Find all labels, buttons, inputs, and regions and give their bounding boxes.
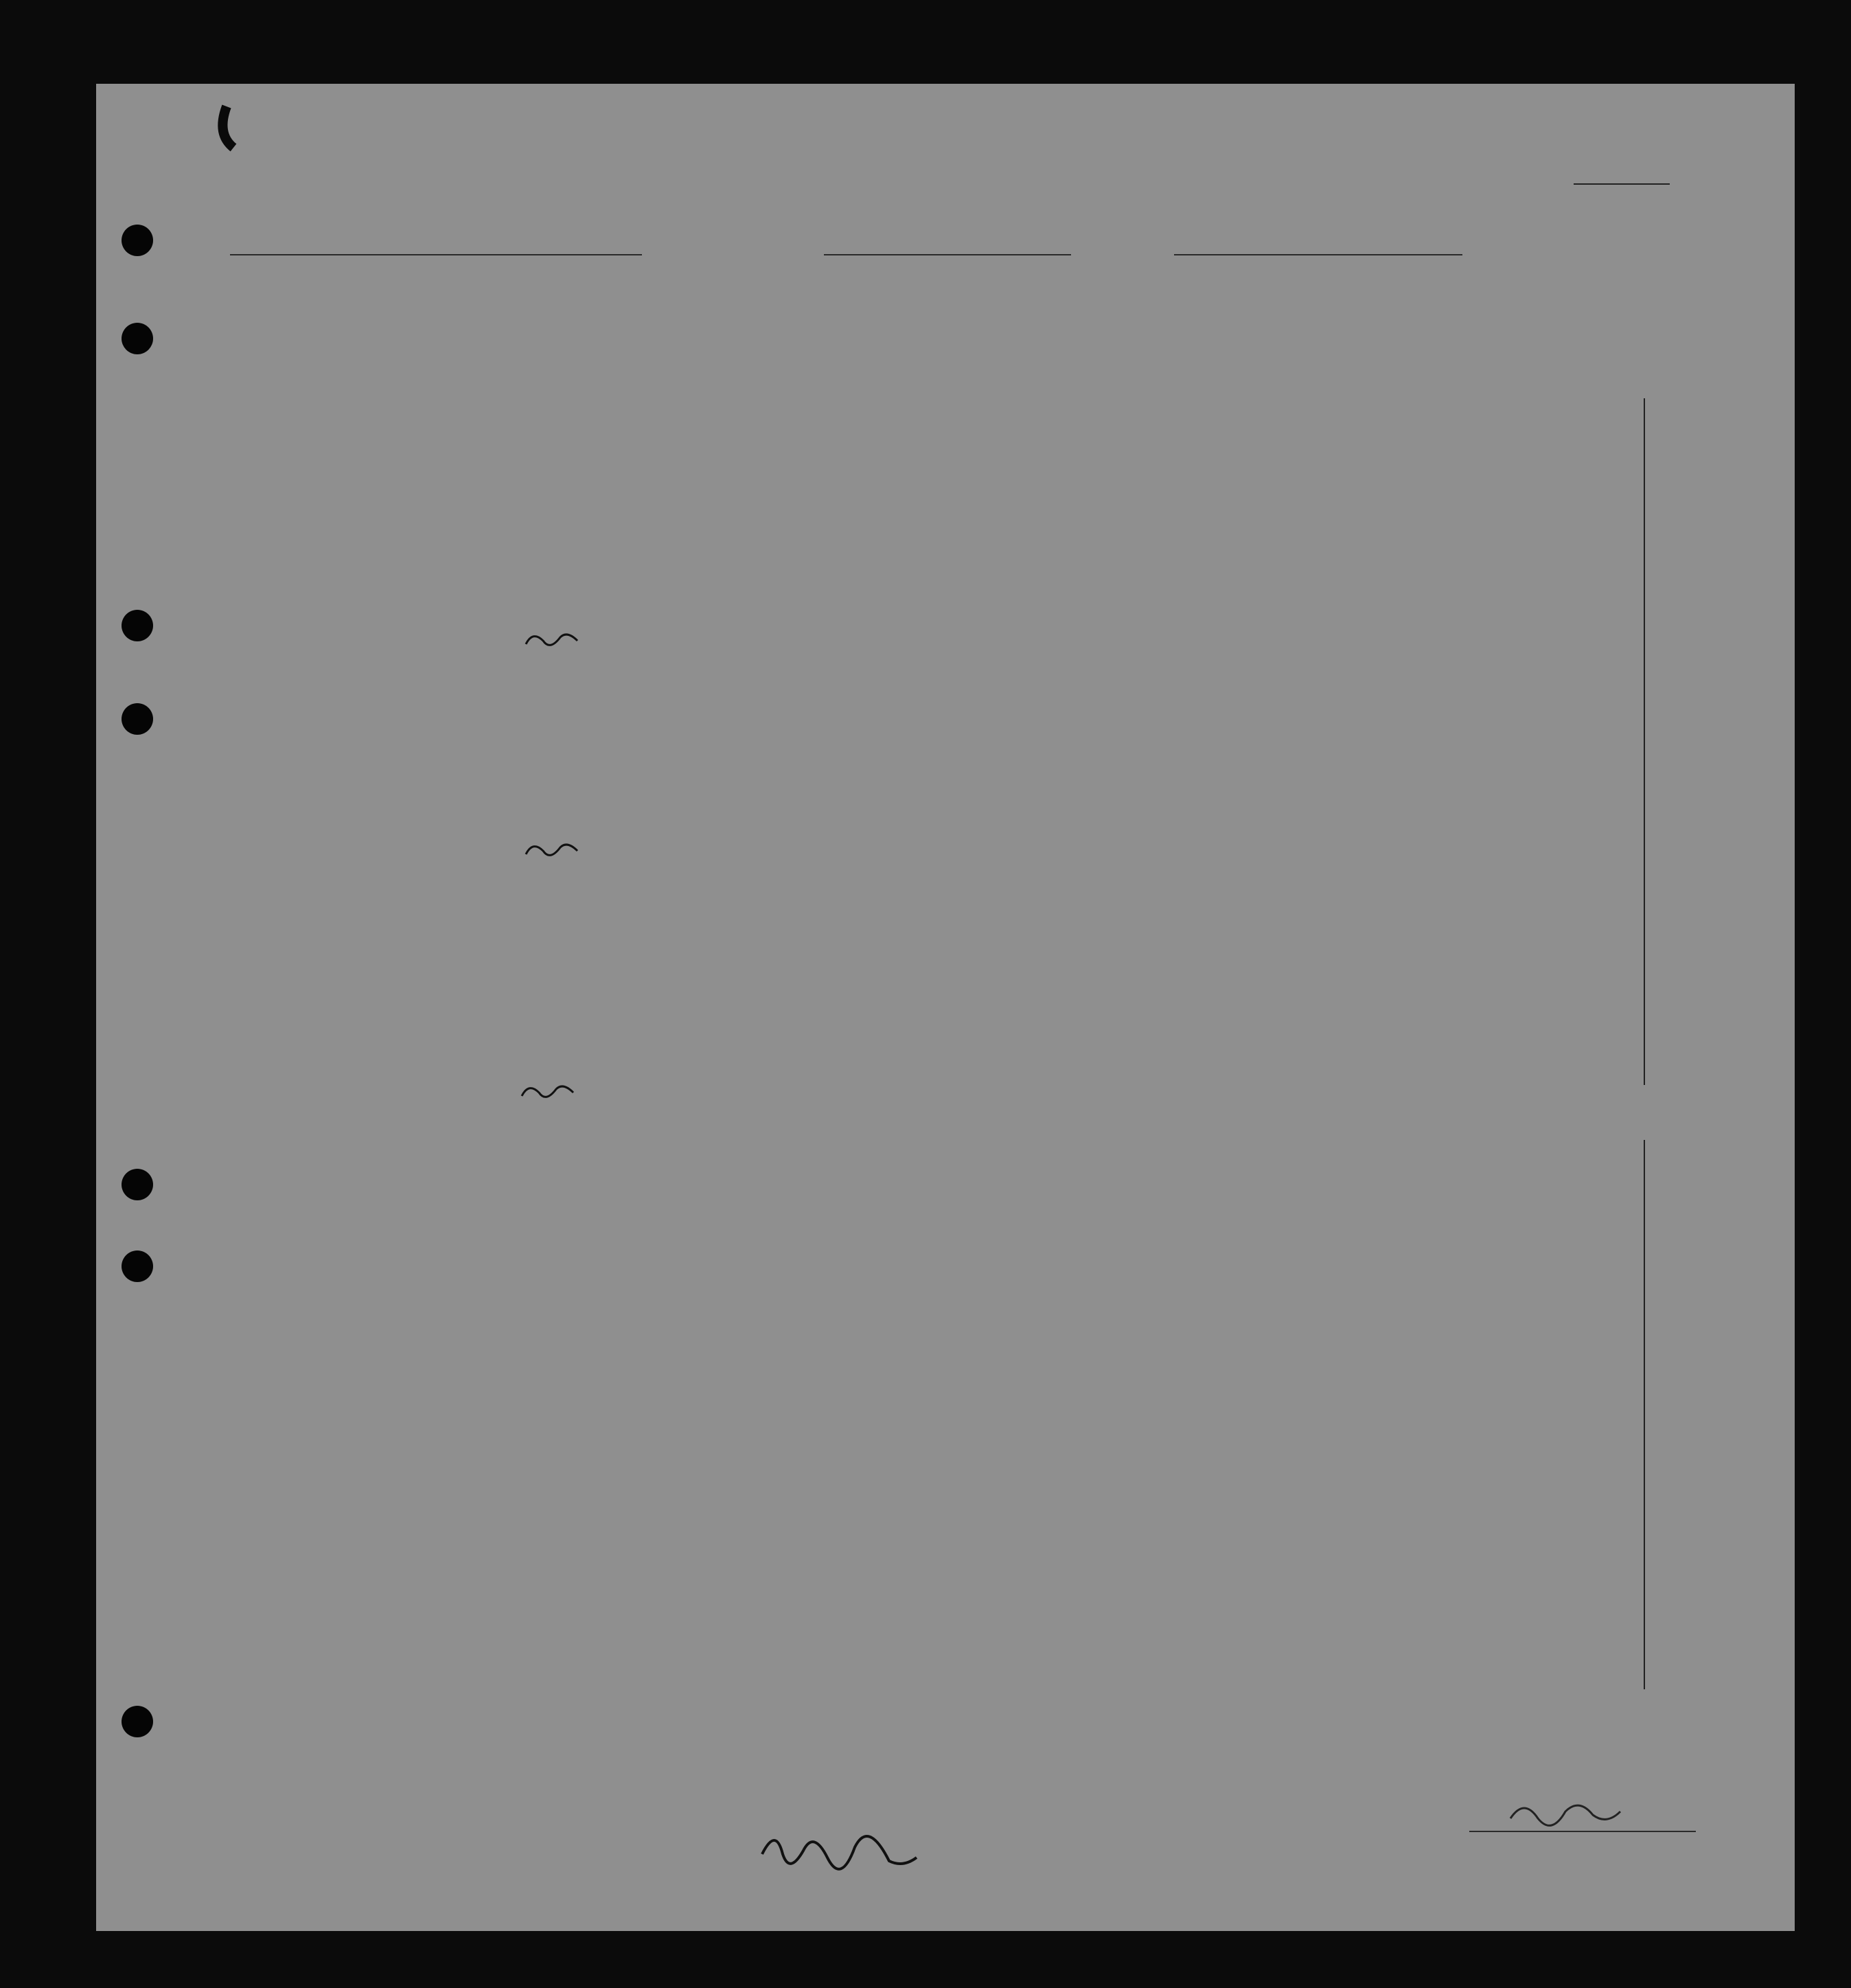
ink-blot	[222, 106, 233, 148]
initials-mark	[526, 635, 577, 645]
initials-mark	[526, 845, 577, 855]
officer-signature	[1510, 1805, 1620, 1825]
initials-mark	[522, 1086, 573, 1097]
purser-signature	[762, 1836, 917, 1869]
